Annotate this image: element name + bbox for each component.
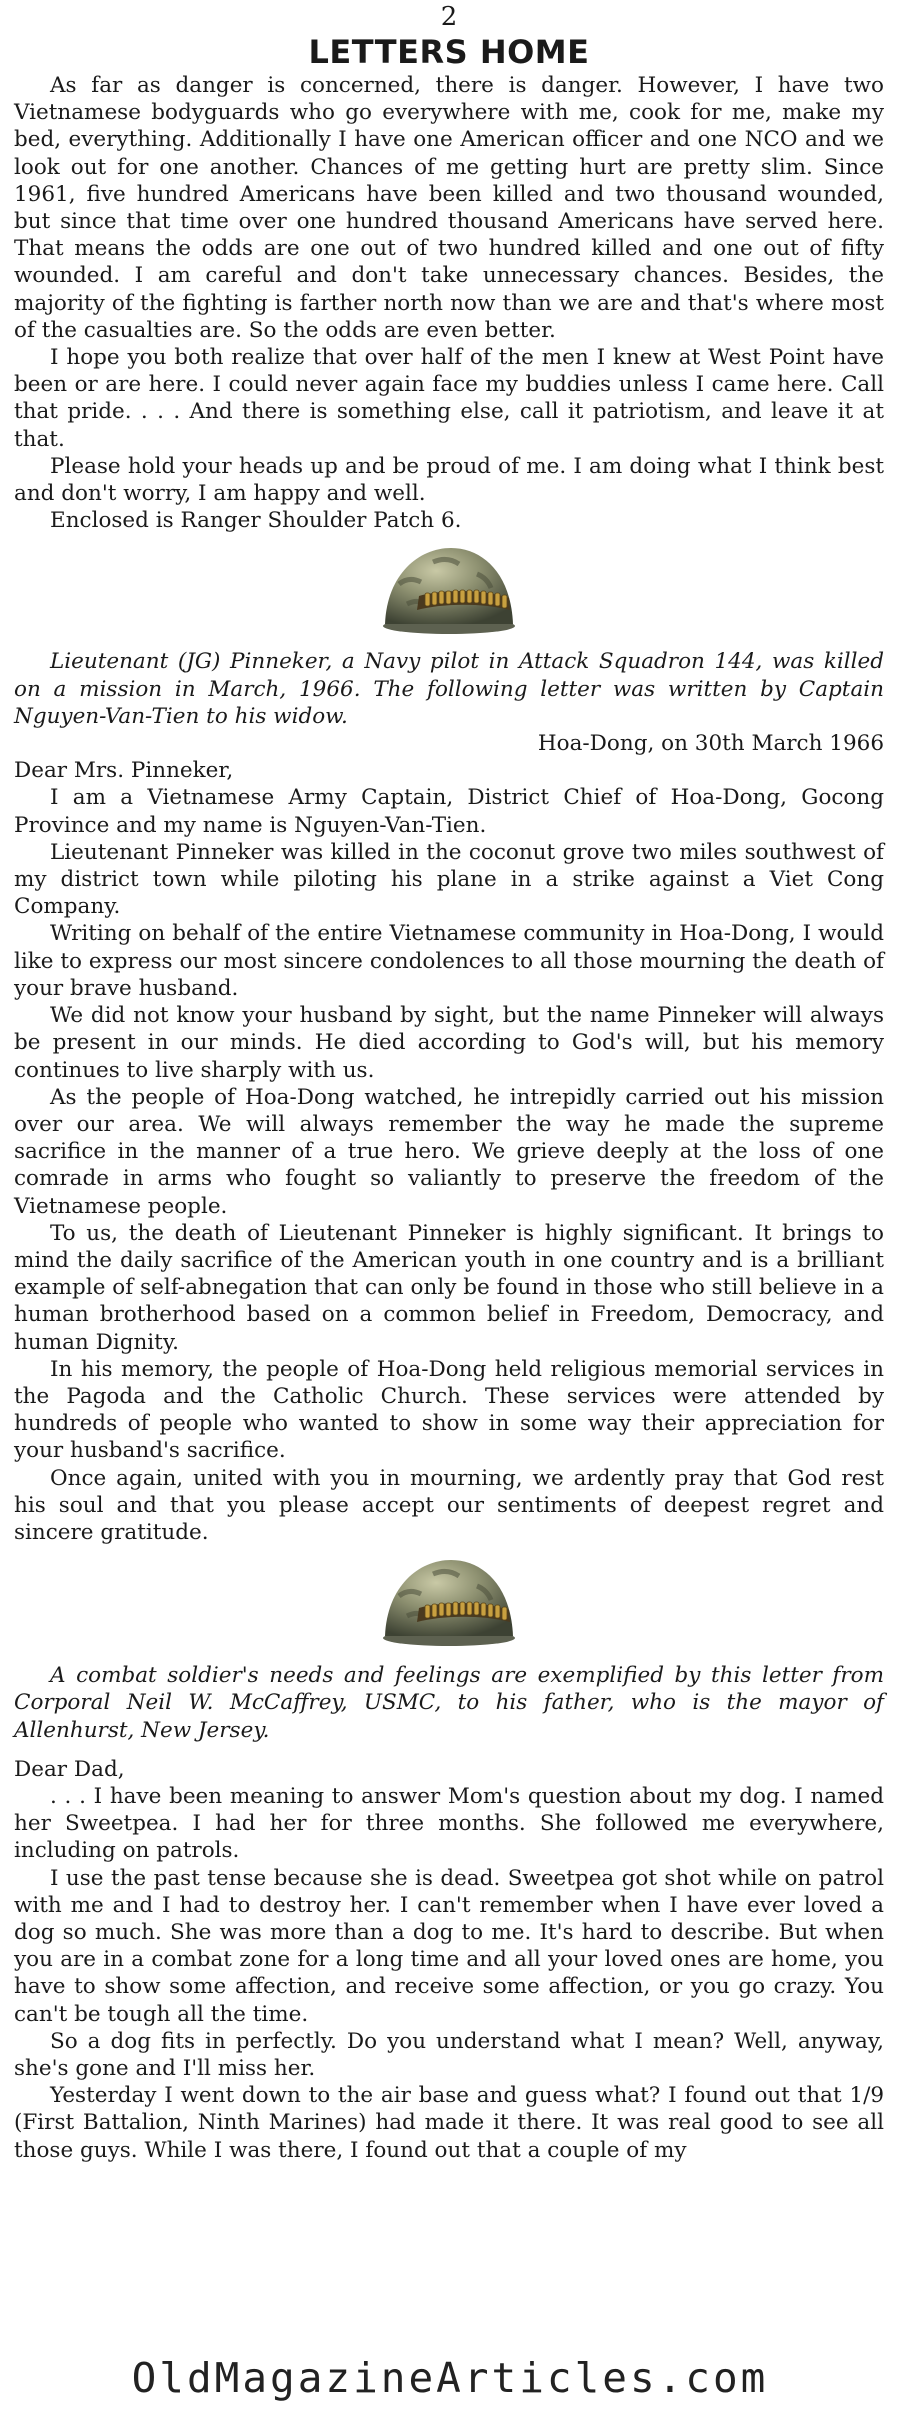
letter-3 <box>14 1662 884 2164</box>
paragraph: In his memory, the people of Hoa-Dong held religious memorial services in the Pagoda and the Catholic Church. These services were attended by hundreds of people who wanted to show in some way their appreciation for your husband's sacrifice. <box>14 1356 884 1464</box>
paragraph: We did not know your husband by sight, but the name Pinneker will always be present in our minds. He died according to God's will, but his memory continues to live sharply with us. <box>14 1003 884 1083</box>
letter-2 <box>14 648 884 1546</box>
army-helmet-icon <box>379 544 519 636</box>
paragraph: I use the past tense because she is dead. Sweetpea got shot while on patrol with me and I had to destroy her. I can't remember when I have ever loved a dog so much. She was more than a dog to me. It's hard to describe. But when you are in a combat zone for a long time and all your loved ones are home, you have to show some affection, and receive some affection, or you go crazy. You can't be tough all the time. <box>14 1865 884 2027</box>
helmet-divider <box>14 544 884 636</box>
letter-dateline: Hoa-Dong, on 30th March 1966 <box>537 731 884 757</box>
site-footer: OldMagazineArticles.com <box>0 2347 900 2409</box>
paragraph: I hope you both realize that over half of the men I knew at West Point have been or are here. I could never again face my buddies unless I came here. Call that pride. . . . And there is something else, call it patriotism, and leave it at that. <box>14 345 884 452</box>
paragraph: Please hold your heads up and be proud of me. I am doing what I think best and don't worry, I am happy and well. <box>14 453 884 507</box>
page-title: LETTERS HOME <box>308 33 590 71</box>
letter-1 <box>14 72 884 534</box>
army-helmet-icon <box>379 1556 519 1648</box>
page-number: 2 <box>440 2 458 32</box>
paragraph: So a dog fits in perfectly. Do you understand what I mean? Well, anyway, she's gone and I'll miss her. <box>14 2028 884 2081</box>
paragraph: To us, the death of Lieutenant Pinneker is highly significant. It brings to mind the daily sacrifice of the American youth in one country and is a brilliant example of self-abnegation that can only be found in those who still believe in a human brotherhood based on a common belief in Freedom, Democracy, and human Dignity. <box>14 1220 884 1355</box>
paragraph: . . . I have been meaning to answer Mom's question about my dog. I named her Sweetpea. I had her for three months. She followed me everywhere, including on patrols. <box>14 1783 884 1864</box>
helmet-divider <box>14 1556 884 1648</box>
spacer <box>14 1744 884 1756</box>
paragraph: As far as danger is concerned, there is danger. However, I have two Vietnamese bodyguards who go everywhere with me, cook for me, make my bed, everything. Additionally I have one American officer and one NCO and we look out for one another. Chances of me getting hurt are pretty slim. Since 1961, five hundred Americans have been killed and two thousand wounded, but since that time over one hundred thousand Americans have served here. That means the odds are one out of two hundred killed and one out of fifty wounded. I am careful and don't take unnecessary chances. Besides, the majority of the fighting is farther north now than we are and that's where most of the casualties are. So the odds are even better. <box>14 73 884 343</box>
letter-salutation: Dear Mrs. Pinneker, <box>14 758 234 784</box>
paragraph: Once again, united with you in mourning, we ardently pray that God rest his soul and that you please accept our sentiments of deepest regret and sincere gratitude. <box>14 1465 884 1545</box>
paragraph: Yesterday I went down to the air base and guess what? I found out that 1/9 (First Battalion, Ninth Marines) had made it there. It was real good to see all those guys. While I was there, I found out that a couple of my <box>14 2083 884 2163</box>
paragraph: Enclosed is Ranger Shoulder Patch 6. <box>50 508 462 534</box>
paragraph: As the people of Hoa-Dong watched, he intrepidly carried out his mission over our area. We will always remember the way he made the supreme sacrifice in the manner of a true hero. We grieve deeply at the loss of one comrade in arms who fought so valiantly to preserve the freedom of the Vietnamese people. <box>14 1084 884 1219</box>
paragraph: Lieutenant Pinneker was killed in the coconut grove two miles southwest of my district town while piloting his plane in a strike against a Viet Cong Company. <box>14 839 884 920</box>
letter-intro: A combat soldier's needs and feelings are exemplified by this letter from Corporal Neil W. McCaffrey, USMC, to his father, who is the mayor of Allenhurst, New Jersey. <box>14 1663 884 1743</box>
letter-intro: Lieutenant (JG) Pinneker, a Navy pilot in Attack Squadron 144, was killed on a mission in March, 1966. The following letter was written by Captain Nguyen-Van-Tien to his widow. <box>14 649 884 729</box>
letter-salutation: Dear Dad, <box>14 1756 125 1782</box>
paragraph: Writing on behalf of the entire Vietnamese community in Hoa-Dong, I would like to express our most sincere condolences to all those mourning the death of your brave husband. <box>14 921 884 1001</box>
paragraph: I am a Vietnamese Army Captain, District Chief of Hoa-Dong, Gocong Province and my name is Nguyen-Van-Tien. <box>14 785 884 838</box>
